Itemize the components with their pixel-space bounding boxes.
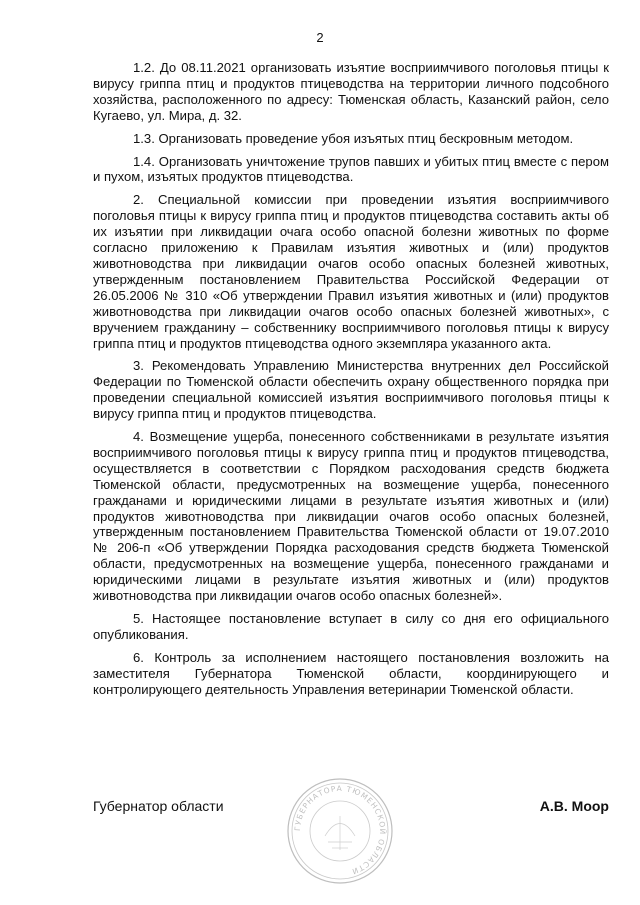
paragraph-2: 2. Специальной комиссии при проведении изъятия восприимчивого поголовья птицы к вирусу гриппа птиц и продуктов птицеводства составить акты об их изъятии при ликвидации очага особо опасной болезни животных по форме согласно приложению к Правилам изъятия животных и (или) продуктов животноводства при ликвидации очагов особо опасных болезней животных, утвержденным постановлением Правительства Российской Федерации от 26.05.2006 № 310 «Об утверждении Правил изъятия животных и (или) продуктов животноводства при ликвидации очагов особо опасных болезней животных», с вручением гражданину – собственнику восприимчивого поголовья птицы к вирусу гриппа птиц и продуктов птицеводства одного экземпляра указанного акта. — [93, 192, 609, 351]
signatory-name: А.В. Моор — [539, 798, 609, 814]
document-body — [93, 60, 609, 705]
signatory-title: Губернатор области — [93, 798, 224, 814]
paragraph-1-2: 1.2. До 08.11.2021 организовать изъятие восприимчивого поголовья птицы к вирусу гриппа птиц и продуктов птицеводства на территории личного подсобного хозяйства, расположенного по адресу: Тюменская область, Казанский район, село Кугаево, ул. Мира, д. 32. — [93, 60, 609, 123]
page-number: 2 — [316, 30, 324, 45]
paragraph-1-3: 1.3. Организовать проведение убоя изъятых птиц бескровным методом. — [133, 130, 574, 146]
official-seal-stamp — [285, 776, 395, 886]
paragraph-6: 6. Контроль за исполнением настоящего постановления возложить на заместителя Губернатора Тюменской области, координирующего и контролирующего деятельность Управления ветеринарии Тюменской области. — [93, 649, 609, 697]
signature-block — [93, 783, 609, 890]
paragraph-5: 5. Настоящее постановление вступает в силу со дня его официального опубликования. — [93, 611, 609, 642]
paragraph-4: 4. Возмещение ущерба, понесенного собственниками в результате изъятия восприимчивого поголовья птицы к вирусу гриппа птиц и продуктов птицеводства, осуществляется в соответствии с Порядком расходования средств бюджета Тюменской области, предусмотренных на возмещение ущерба, понесенного гражданами и юридическими лицами в результате изъятия животных и (или) продуктов животноводства при ликвидации очагов особо опасных болезней, утвержденным постановлением Правительства Тюменской области от 19.07.2010 № 206-п «Об утверждении Порядка расходования средств бюджета Тюменской области, предусмотренных на возмещение ущерба, понесенного гражданами и юридическими лицами в результате изъятия животных и (или) продуктов животноводства при ликвидации очагов особо опасных болезней». — [93, 429, 609, 604]
paragraph-3: 3. Рекомендовать Управлению Министерства внутренних дел Российской Федерации по Тюменской области обеспечить охрану общественного порядка при проведении специальной комиссией изъятия восприимчивого поголовья птицы к вирусу гриппа птиц и продуктов птицеводства. — [93, 358, 609, 422]
seal-lettering: ГУБЕРНАТОРА ТЮМЕНСКОЙ ОБЛАСТИ — [292, 783, 388, 877]
paragraph-1-4: 1.4. Организовать уничтожение трупов павших и убитых птиц вместе с пером и пухом, изъятых продуктов птицеводства. — [93, 153, 609, 185]
